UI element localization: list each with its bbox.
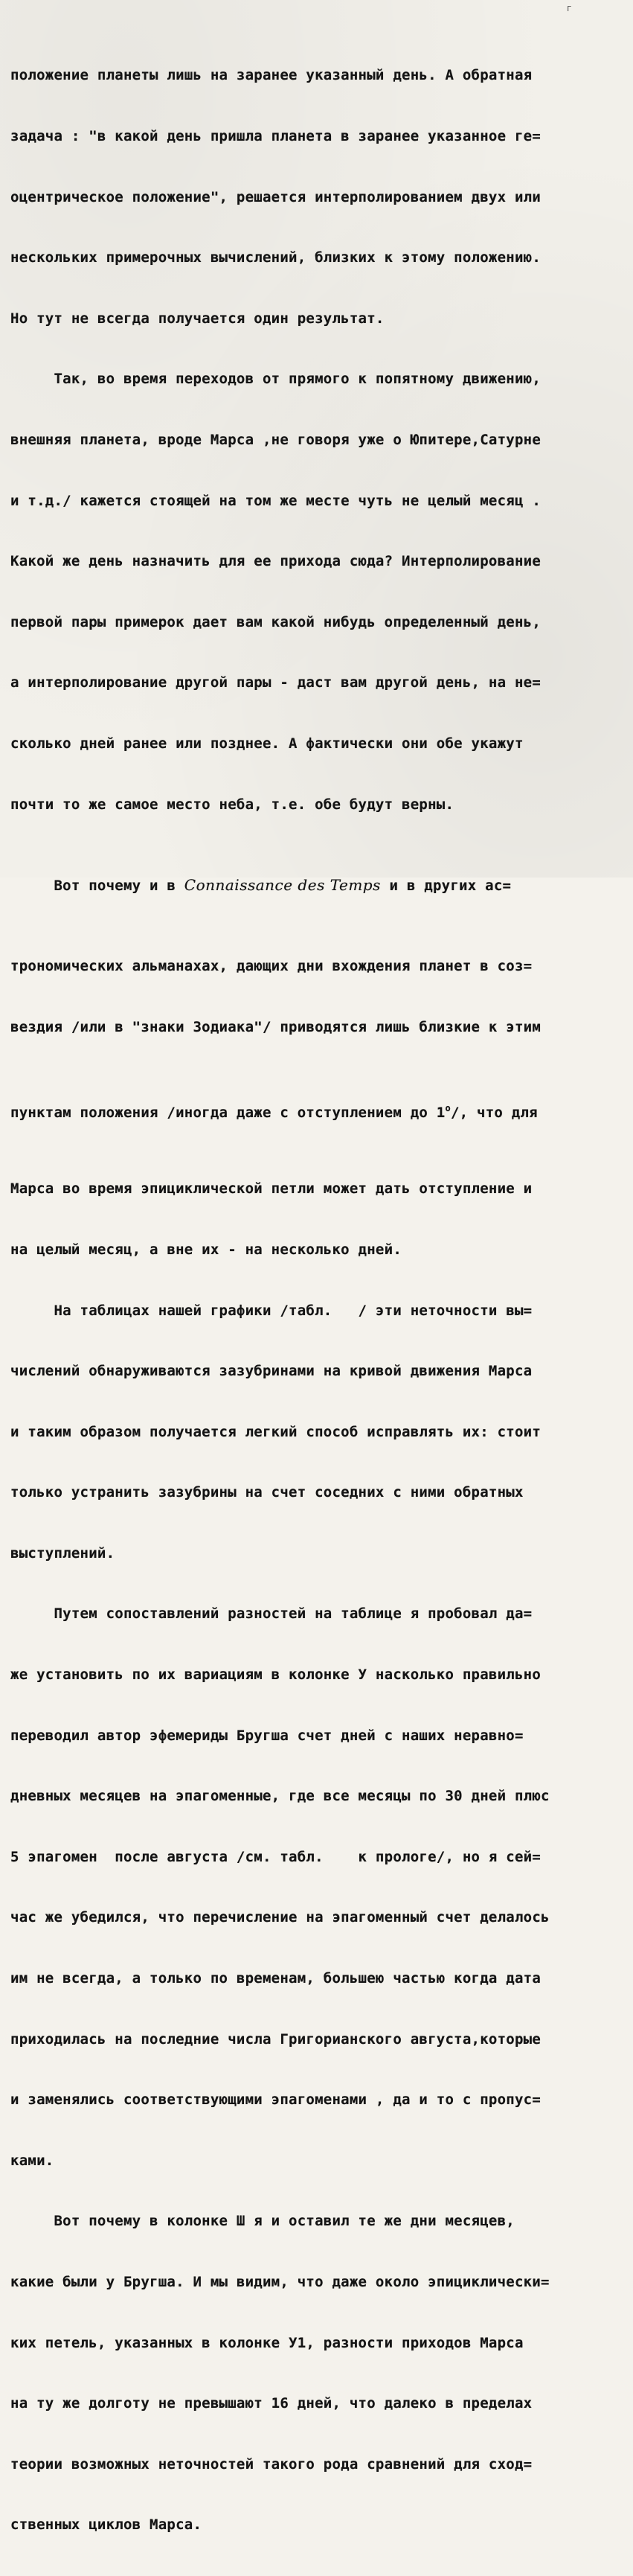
text-line: дневных месяцев на эпагоменные, где все месяцы по 30 дней плюс <box>10 1788 550 1805</box>
text-fragment: /, что для <box>450 1104 538 1121</box>
text-line: выступлений. <box>10 1544 115 1562</box>
text-line: ких петель, указанных в колонке У1, разности приходов Марса <box>10 2334 524 2351</box>
text-line: Вот почему в колонке Ш я и оставил те же дни месяцев, <box>10 2213 515 2230</box>
text-line: Но тут не всегда получается один результат. <box>10 310 385 327</box>
text-line: числений обнаруживаются зазубринами на кривой движения Марса <box>10 1363 533 1380</box>
text-line: внешняя планета, вроде Марса ,не говоря уже о Юпитере,Сатурне <box>10 431 542 448</box>
text-line: Марса во время эпициклической петли может дать отступление и <box>10 1180 533 1198</box>
text-line: а интерполирование другой пары - даст вам другой день, на не= <box>10 674 542 691</box>
corner-mark: г <box>567 3 572 13</box>
text-line: вездия /или в "знаки Зодиака"/ приводятся лишь близкие к этим <box>10 1018 542 1035</box>
text-line: На таблицах нашей графики /табл. / эти неточности вы= <box>10 1302 533 1319</box>
text-line: приходилась на последние числа Григорианского августа,которые <box>10 2030 542 2048</box>
text-line: первой пары примерок дает вам какой нибудь определенный день, <box>10 613 542 630</box>
text-fragment: и в других ас= <box>380 878 512 895</box>
text-fragment: пунктам положения /иногда даже с отступлением до 1 <box>10 1104 446 1121</box>
typewritten-text <box>10 25 626 2576</box>
text-line-with-degree <box>10 1099 626 1119</box>
text-line: какие были у Бругша. И мы видим, что даже около эпициклически= <box>10 2274 550 2290</box>
text-fragment: Вот почему и в <box>10 878 184 895</box>
text-line: оцентрическое положение", решается интерполированием двух или <box>10 188 542 205</box>
text-line: Путем сопоставлений разностей на таблице я пробовал да= <box>10 1605 533 1623</box>
text-line: переводил автор эфемериды Бругша счет дней с наших неравно= <box>10 1727 524 1744</box>
text-line: трономических альманахах, дающих дни вхождения планет в соз= <box>10 958 533 975</box>
text-line: и таким образом получается легкий способ исправлять их: стоит <box>10 1423 542 1440</box>
text-line: и т.д./ кажется стоящей на том же месте чуть не целый месяц . <box>10 492 542 509</box>
text-line: час же убедился, что перечисление на эпагоменный счет делалось <box>10 1909 550 1926</box>
text-line: сколько дней ранее или позднее. А фактически они обе укажут <box>10 735 524 752</box>
text-line: и заменялись соответствующими эпагоменами , да и то с пропус= <box>10 2091 542 2109</box>
text-line: на целый месяц, а вне их - на несколько дней. <box>10 1241 402 1258</box>
text-line: положение планеты лишь на заранее указанный день. А обратная <box>10 67 533 84</box>
text-line: задача : "в какой день пришла планета в заранее указанное ге= <box>10 128 542 144</box>
text-line: 5 эпагомен после августа /см. табл. к прологе/, но я сей= <box>10 1848 542 1865</box>
text-line: Так, во время переходов от прямого к попятному движению, <box>10 371 542 388</box>
text-line: Какой же день назначить для ее прихода сюда? Интерполирование <box>10 553 542 570</box>
text-line: почти то же самое место неба, т.е. обе будут верны. <box>10 796 454 813</box>
degree-superscript: о <box>445 1102 451 1113</box>
text-line: ками. <box>10 2152 54 2169</box>
text-line-with-handwriting <box>10 875 626 895</box>
handwritten-title: Connaissance des Temps <box>184 876 381 895</box>
text-line: им не всегда, а только по временам, большею частью когда дата <box>10 1970 542 1987</box>
text-line: теории возможных неточностей такого рода сравнений для сход= <box>10 2455 533 2473</box>
text-line: только устранить зазубрины на счет соседних с ними обратных <box>10 1484 524 1501</box>
text-line: нескольких примерочных вычислений, близких к этому положению. <box>10 249 542 266</box>
text-line: на ту же долготу не превышают 16 дней, что далеко в пределах <box>10 2395 533 2412</box>
text-line: ственных циклов Марса. <box>10 2516 202 2534</box>
text-line: же установить по их вариациям в колонке У насколько правильно <box>10 1666 542 1684</box>
